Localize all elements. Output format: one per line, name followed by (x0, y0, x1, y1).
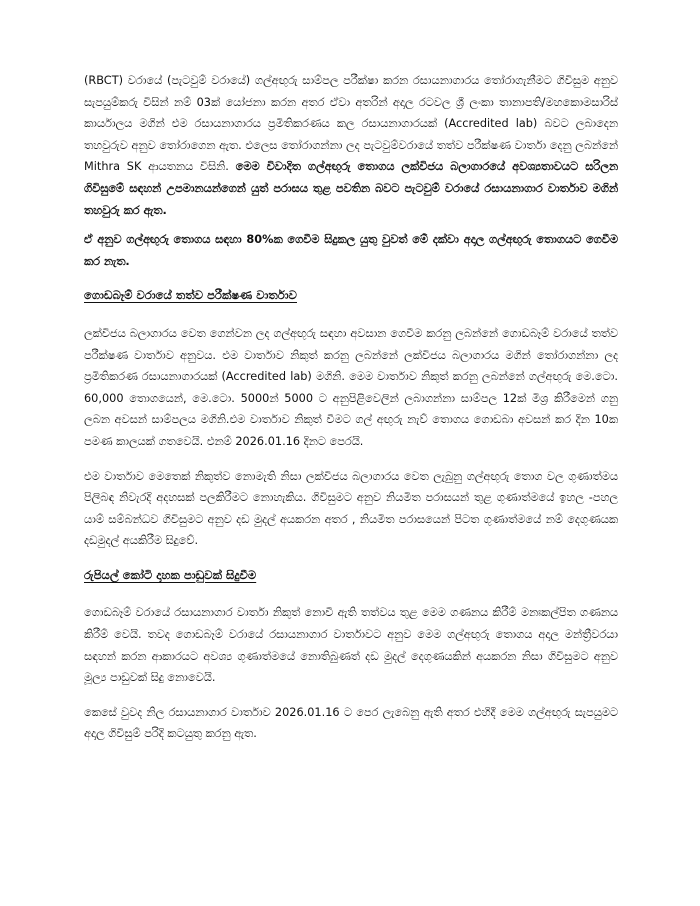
conclusion-paragraph: කෙසේ වුවද නිල රසායනාගාර වාර්තාව 2026.01.16 ට පෙර ලැබෙනු ඇති අතර එහිදී මෙම ගල්අඟුරු සැපයුමට අදාල ගිවිසුම් පරිදි කටයුතු කරනු ඇත. (84, 705, 618, 741)
section-heading-loss-claim: රුපියල් කෝටි දාහක පාඩුවක් සිදුවීම (84, 567, 257, 582)
loss-claim-paragraph: ගොඩබෑම් වරායේ රසායනාගාර වාර්තා නිකුත් නොවී ඇති තත්වය තුළ මෙම ගණනය කිරීම් මනඃකල්පිත ගණනය කිරීම් වෙයි. තවද ගොඩබෑම් වරායේ රසායනාගාර වාර්තාවට අනුව මෙම ගල්අඟුරු තොගය අදාල මන්ත්‍රීවරයා සඳහන් කරන ආකාරයට අවශ්‍ය ගුණාත්මයේ නොතිබුණත් දඩ මුදල් දෙගුණයකින් අයකරන නිසා ගිවිසුමට අනුව මූල්‍ය පාඩුවක් සිදු නොවෙයි. (84, 606, 618, 685)
quality-penalty-paragraph: එම වාර්තාව මෙතෙක් නිකුත්ව නොමැති නිසා ලක්විජය බලාගාරය වෙත ලැබුනු ගල්අඟුරු තොග වල ගුණාත්මය පිලිබඳ නිවැරදි අදහසක් පලකිරීමට නොහැකිය. ගිවිසුමට අනුව නියමිත පරාසයන් තුළ ගුණාත්මයේ ඉහල -පහල යාම් සම්බන්ධව ගිවිසුමට අනුව දඩ මුදල් අයකරන අතර , නියමිත පරාසයෙන් පිටත ගුණාත්මයේ නම් දෙගුණයක දඩමුදල් අයකිරීම සිදුවේ. (84, 469, 618, 548)
landing-report-paragraph: ලක්විජය බලාගාරය වෙත ගෙන්වන ලද ගල්අඟුරු සඳහා අවසාන ගෙවීම කරනු ලබන්නේ ගොඩබෑම් වරායේ තත්ව පරීක්ෂණ වාර්තාව අනුවය. එම වාර්තාව නිකුත් කරනු ලබන්නේ ලක්විජය බලාගාරය මගින් තෝරාගන්නා ලද ප්‍රමිතිකරණ රසායනාගාරයක් (Accredited lab) මගිනි. මෙම වාර්තාව නිකුත් කරනු ලබන්නේ ගල්අඟුරු මෙ.ටො. 60,000 තොගයෙන්, මෙ.ටො. 5000න් 5000 ට අනුපිළිවෙලින් ලබාගන්නා සාම්පල 12ක් මිශ්‍ර කිරීමෙන් ගනු ලබන අවසන් සාම්පලය මගිනි.එම වාර්තාව නිකුත් වීමට ගල් අඟුරු නැව් තොගය ගොඩබා අවසන් කර දින 10ක පමණ කාලයක් ගතවෙයි. එනම් 2026.01.16 දිනට පෙරයි. (84, 326, 618, 448)
intro-text: (RBCT) වරායේ (පැටවුම් වරායේ) ගල්අඟුරු සාම්පල පරීක්ෂා කරන රසායනාගාරය තෝරාගැනීමට ගිවිසුම අනුව සැපයුම්කරු විසින් නම් 03ක් යෝජනා කරන අතර ඒවා අතරින් අදාල රටවල ශ්‍රී ලංකා තානාපති/මහකොමසාරිස් කාර්යාලය මගින් එම රසායනාගාරය ප්‍රමිතිකරණය කල රසායනාගාරයක් (Accredited lab) බවට ලබාදෙන තහවුරුව අනුව තෝරාගෙන ඇත. එලෙස තෝරාගන්නා ලද පැටවුම්වරායේ තත්ව පරීක්ෂණ වාර්තා දෙනු ලබන්නේ Mithra SK ආයතනය විසිනි. (84, 74, 618, 174)
summary-paragraph: ඒ අනුව ගල්අඟුරු තොගය සඳහා 80%ක ගෙවීම සිදුකල යුතු වුවත් මේ දක්වා අදාල ගල්අඟුරු තොගයට ගෙවීම කර නැත. (84, 233, 618, 268)
section-heading-landing-port-report: ගොඩබෑම් වරායේ තත්ව පරීක්ෂණ වාර්තාව (84, 288, 297, 303)
intro-paragraph (84, 70, 618, 221)
intro-bold-text: මෙම විවාදිත ගල්අඟුරු තොගය ලක්විජය බලාගාරයේ අවශ්‍යතාවයට සරිලන ගිවිසුමේ සඳහන් උපමානයන්ගෙන් යුත් පරාසය තුළ පවතින බවට පැටවුම් වරායේ රසායනාගාර වාර්තාව මගින් තහවුරු කර ඇත. (84, 160, 618, 217)
document-body (84, 70, 618, 745)
